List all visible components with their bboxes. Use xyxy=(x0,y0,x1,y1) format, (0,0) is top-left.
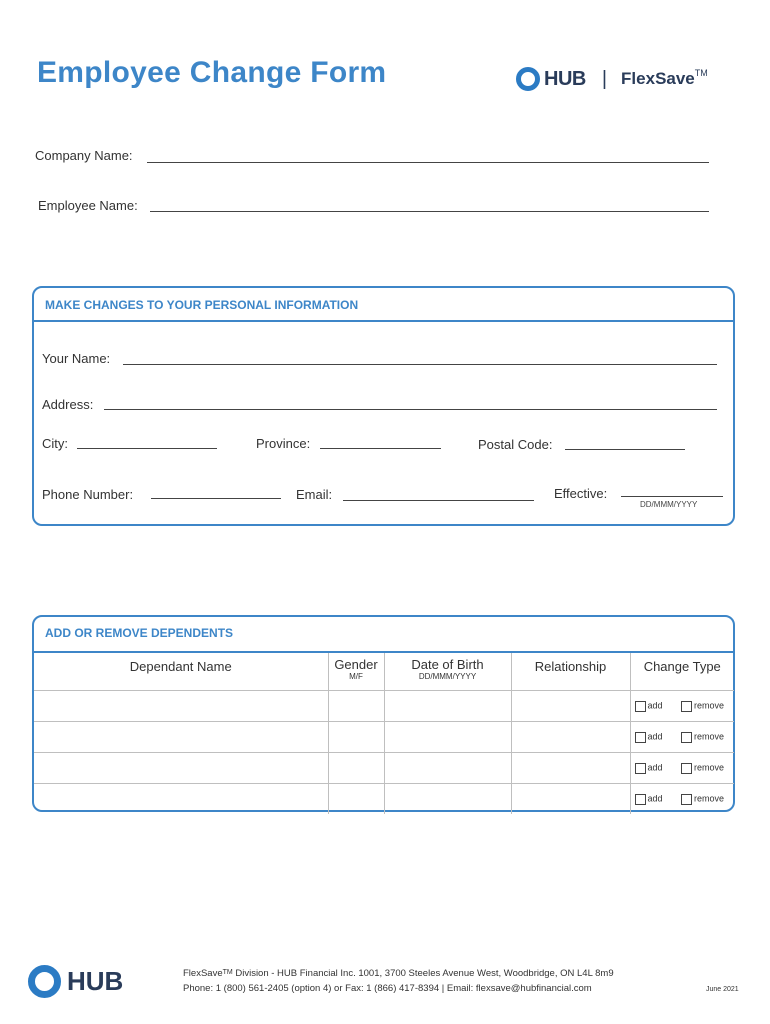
remove-checkbox[interactable] xyxy=(681,794,692,805)
table-row xyxy=(34,784,734,815)
remove-label: remove xyxy=(694,701,725,712)
province-label: Province: xyxy=(256,436,311,451)
footer-logo xyxy=(28,965,123,998)
remove-label: remove xyxy=(694,732,725,743)
col-gender-label: Gender xyxy=(334,657,378,672)
brand-flexsave xyxy=(621,69,708,89)
dependant-name-cell[interactable] xyxy=(34,691,328,722)
relationship-cell[interactable] xyxy=(511,784,630,815)
personal-info-section xyxy=(32,286,735,526)
dependents-heading: ADD OR REMOVE DEPENDENTS xyxy=(45,626,234,640)
remove-checkbox[interactable] xyxy=(681,701,692,712)
remove-checkbox[interactable] xyxy=(681,763,692,774)
brand-separator: | xyxy=(601,67,608,90)
dependents-table xyxy=(34,651,734,814)
add-checkbox[interactable] xyxy=(635,763,646,774)
company-name-label: Company Name: xyxy=(35,148,133,163)
remove-label: remove xyxy=(694,763,725,774)
dependant-name-cell[interactable] xyxy=(34,784,328,815)
province-field[interactable] xyxy=(320,448,441,449)
footer-address-text: Division - HUB Financial Inc. 1001, 3700 Steeles Avenue West, Woodbridge, ON L4L 8m9 xyxy=(232,968,614,979)
address-label: Address: xyxy=(42,397,94,412)
email-label: Email: xyxy=(296,487,333,502)
change-type-cell xyxy=(630,722,734,753)
postal-code-field[interactable] xyxy=(565,449,685,450)
dependents-header-row xyxy=(34,652,734,691)
gender-cell[interactable] xyxy=(328,784,384,815)
relationship-cell[interactable] xyxy=(511,691,630,722)
effective-date-hint: DD/MMM/YYYY xyxy=(640,500,698,509)
remove-label: remove xyxy=(694,794,725,805)
postal-code-label: Postal Code: xyxy=(478,437,553,452)
personal-info-divider xyxy=(34,320,733,322)
page-title: Employee Change Form xyxy=(37,56,387,89)
personal-info-heading: MAKE CHANGES TO YOUR PERSONAL INFORMATION xyxy=(45,298,359,312)
brand-logo xyxy=(516,64,708,94)
change-type-cell xyxy=(630,691,734,722)
change-type-cell xyxy=(630,753,734,784)
brand-hub: HUB xyxy=(544,67,586,90)
your-name-field[interactable] xyxy=(123,364,717,365)
footer-address xyxy=(183,966,614,982)
col-change-type: Change Type xyxy=(630,652,734,691)
gender-cell[interactable] xyxy=(328,753,384,784)
remove-checkbox[interactable] xyxy=(681,732,692,743)
employee-name-field[interactable] xyxy=(150,211,709,212)
add-label: add xyxy=(647,794,663,805)
brand-tm: TM xyxy=(694,68,708,78)
brand-flexsave-text: FlexSave xyxy=(621,69,695,88)
dependant-name-cell[interactable] xyxy=(34,753,328,784)
add-label: add xyxy=(647,763,663,774)
col-gender-hint: M/F xyxy=(349,672,363,681)
email-field[interactable] xyxy=(343,500,534,501)
relationship-cell[interactable] xyxy=(511,722,630,753)
effective-label: Effective: xyxy=(554,486,608,501)
city-label: City: xyxy=(42,436,68,451)
dependant-name-cell[interactable] xyxy=(34,722,328,753)
dob-cell[interactable] xyxy=(384,784,511,815)
dob-cell[interactable] xyxy=(384,722,511,753)
phone-label: Phone Number: xyxy=(42,487,134,502)
col-relationship: Relationship xyxy=(511,652,630,691)
footer-flexsave: FlexSave xyxy=(183,968,223,979)
col-gender xyxy=(328,652,384,691)
col-dob xyxy=(384,652,511,691)
city-field[interactable] xyxy=(77,448,217,449)
add-checkbox[interactable] xyxy=(635,732,646,743)
footer-date: June 2021 xyxy=(706,986,739,993)
col-dob-hint: DD/MMM/YYYY xyxy=(418,672,477,681)
col-dependant-name: Dependant Name xyxy=(34,652,328,691)
table-row xyxy=(34,722,734,753)
gender-cell[interactable] xyxy=(328,691,384,722)
dob-cell[interactable] xyxy=(384,691,511,722)
add-checkbox[interactable] xyxy=(635,701,646,712)
add-label: add xyxy=(647,701,663,712)
table-row xyxy=(34,691,734,722)
footer-hub-text: HUB xyxy=(67,966,124,996)
add-checkbox[interactable] xyxy=(635,794,646,805)
relationship-cell[interactable] xyxy=(511,753,630,784)
phone-field[interactable] xyxy=(151,498,281,499)
effective-date-field[interactable] xyxy=(621,496,723,497)
dob-cell[interactable] xyxy=(384,753,511,784)
footer-tm: TM xyxy=(222,969,233,976)
employee-name-label: Employee Name: xyxy=(38,198,138,213)
footer-contact: Phone: 1 (800) 561-2405 (option 4) or Fax: 1 (866) 417-8394 | Email: flexsave@hubfinancial.com xyxy=(183,983,592,994)
add-label: add xyxy=(647,732,663,743)
your-name-label: Your Name: xyxy=(42,351,111,366)
company-name-field[interactable] xyxy=(147,162,709,163)
hub-ring-icon xyxy=(516,67,540,91)
change-type-cell xyxy=(630,784,734,815)
address-field[interactable] xyxy=(104,409,717,410)
table-row xyxy=(34,753,734,784)
gender-cell[interactable] xyxy=(328,722,384,753)
hub-ring-icon xyxy=(28,965,61,998)
col-dob-label: Date of Birth xyxy=(411,657,484,672)
